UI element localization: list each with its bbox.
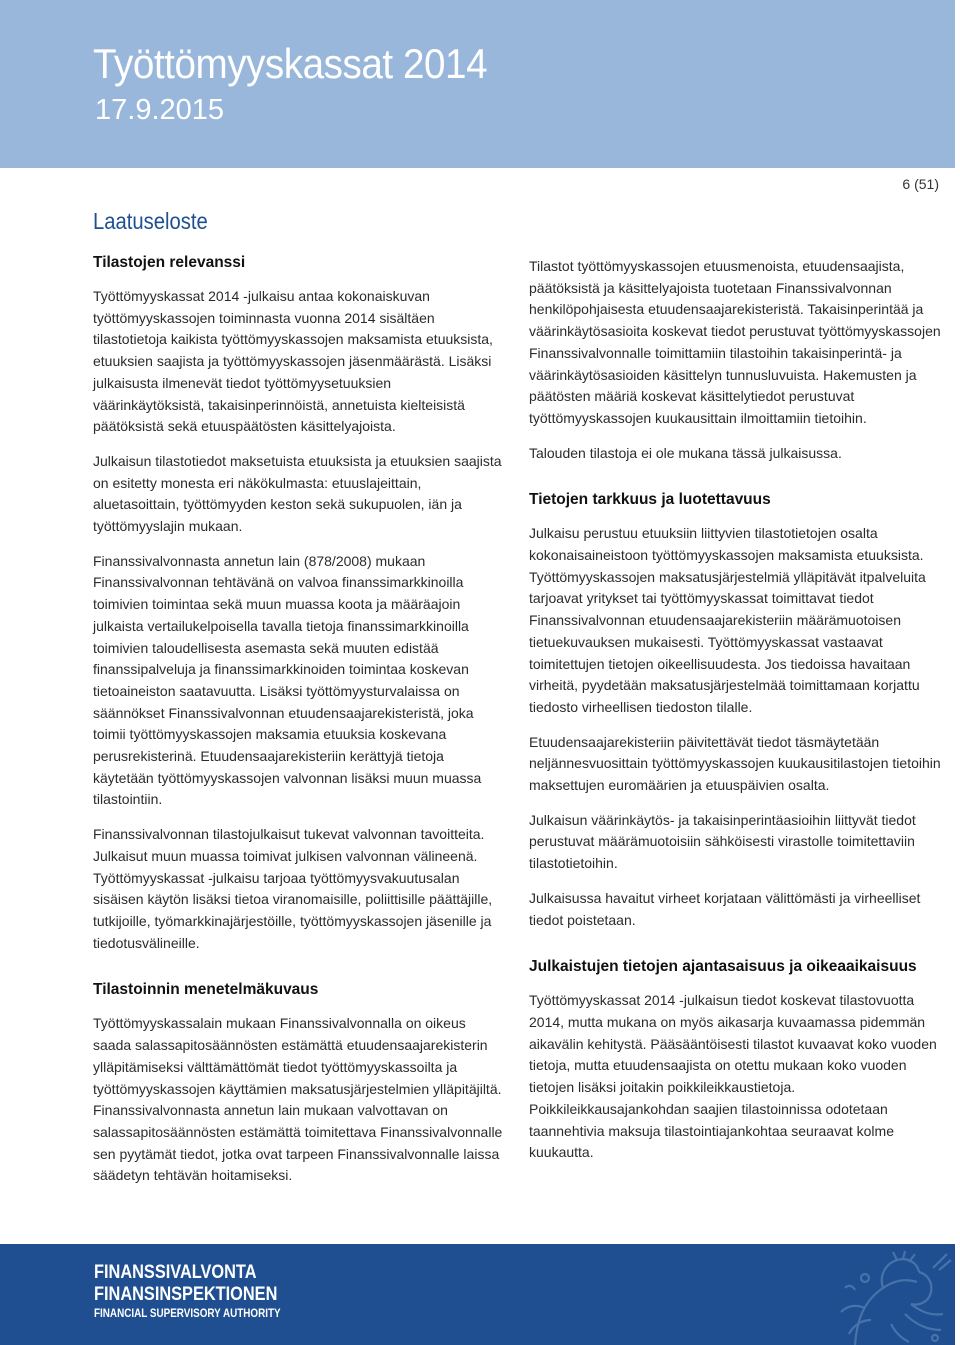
heading-method: Tilastoinnin menetelmäkuvaus	[93, 981, 319, 999]
right-column	[529, 256, 941, 1177]
paragraph: Finanssivalvonnasta annetun lain (878/2008) mukaan Finanssivalvonnan tehtävänä on valvoa finanssimarkkinoilla toimivien toimintaa sekä muun muassa koota ja määräajoin julkaista vertailukelpoisella tavalla tietoja finanssimarkkinoilla toimivien taloudellisesta asemasta sekä muuten edistää finanssipalveluja ja finanssimarkkinoiden toimintaa koskevan tietoaineiston saatavuutta. Lisäksi työttömyysturvalaissa on säännökset Finanssivalvonnan etuudensaajarekisteristä, joka toimii työttömyyskassojen maksamia etuuksia koskevana perusrekisterinä. Etuudensaajarekisteriin kerättyjä tietoja käytetään työttömyyskassojen valvonnan lisäksi muun muassa tilastointiin.	[93, 552, 482, 808]
heading-timeliness: Julkaistujen tietojen ajantasaisuus ja oikeaaikaisuus	[529, 958, 917, 976]
paragraph: Työttömyyskassat 2014 -julkaisun tiedot koskevat tilastovuotta 2014, mutta mukana on myös aikasarja kuvaamassa pidemmän aikavälin kehitystä. Pääsääntöisesti tilastot kuvaavat koko vuoden tietoja, mutta etuudensaajista on otettu mukaan koko vuoden tietojen lisäksi joitakin poikkileikkaustietoja. Poikkileikkausajankohdan saajien tilastoinnissa odotetaan taannehtivia maksuja tilastointiajankohtaa seuraavat kolme kuukautta.	[529, 992, 937, 1161]
section-title: Laatuseloste	[93, 208, 208, 234]
paragraph: Tilastot työttömyyskassojen etuusmenoista, etuudensaajista, päätöksistä ja käsittelyajoista tuotetaan Finanssivalvonnan henkilöpohjaisesta etuudensaajarekisteristä. Takaisinperintää ja väärinkäytösasioita koskevat tiedot perustuvat työttömyyskassojen Finanssivalvonnalle toimittamiin tilastoihin takaisinperintä- ja väärinkäytösasioiden käsittelyn tunnusluvuista. Hakemusten ja päätösten määriä koskevat käsittelytiedot perustuvat työttömyyskassojen kuukausittain ilmoittamiin tietoihin.	[529, 258, 941, 426]
paragraph: Julkaisussa havaitut virheet korjataan välittömästi ja virheelliset tiedot poistetaan.	[529, 889, 921, 928]
left-column	[93, 252, 503, 1200]
logo-line-fi: FINANSSIVALVONTA	[94, 1262, 257, 1283]
heading-relevance: Tilastojen relevanssi	[93, 254, 246, 271]
fiva-logo	[94, 1262, 311, 1322]
paragraph: Julkaisu perustuu etuuksiin liittyvien tilastotietojen osalta kokonaisaineistoon työttömyyskassojen maksamista etuuksista. Työttömyyskassojen maksatusjärjestelmiä ylläpitävät itpalveluita tarjoavat yritykset tai työttömyyskassat toimittavat tiedot Finanssivalvonnan etuudensaajarekisteriin määrämuotoisen tietuekuvauksen mukaisesti. Työttömyyskassat vastaavat toimitettujen tietojen oikeellisuudesta. Jos tiedoissa havaitaan virheitä, pyydetään maksatusjärjestelmää toimittamaan korjattu tiedosto virheellisen tiedoston tilalle.	[529, 525, 926, 715]
paragraph: Työttömyyskassat 2014 -julkaisu antaa kokonaiskuvan työttömyyskassojen toiminnasta vuonna 2014 sisältäen tilastotietoja kaikista työttömyyskassojen maksamista etuuksista, etuuksien saajista ja työttömyyskassojen jäsenmäärästä. Lisäksi julkaisusta ilmenevät tiedot työttömyysetuuksien väärinkäytöksistä, takaisinperinnöistä, annetuista kielteisistä päätöksistä sekä etuuspäätösten käsittelyajoista.	[93, 288, 493, 435]
paragraph: Julkaisun väärinkäytös- ja takaisinperintäasioihin liittyvät tiedot perustuvat määrämuotoisiin sähköisesti virastolle toimitettaviin tilastotietoihin.	[529, 811, 916, 872]
heading-accuracy: Tietojen tarkkuus ja luotettavuus	[529, 491, 771, 509]
paragraph: Etuudensaajarekisteriin päivitettävät tiedot täsmäytetään neljännesvuosittain työttömyyskassojen kuukausitilastojen tietoihin maksettujen euromäärien ja etuuspäivien osalta.	[529, 733, 941, 794]
paragraph: Julkaisun tilastotiedot maksetuista etuuksista ja etuuksien saajista on esitetty monesta eri näkökulmasta: etuuslajeittain, aluetasoittain, työttömyyden keston sekä sukupuolen, iän ja työttömyyslajin mukaan.	[93, 452, 502, 535]
lion-emblem-icon	[835, 1248, 955, 1345]
page-header	[0, 0, 955, 168]
page-number: 6 (51)	[902, 176, 939, 192]
document-date: 17.9.2015	[95, 94, 225, 126]
document-title: Työttömyyskassat 2014	[93, 40, 488, 87]
logo-line-en: FINANCIAL SUPERVISORY AUTHORITY	[94, 1308, 281, 1320]
paragraph: Finanssivalvonnan tilastojulkaisut tukevat valvonnan tavoitteita. Julkaisut muun muassa toimivat julkisen valvonnan välineenä. Työttömyyskassat -julkaisu tarjoaa työttömyysvakuutusalan sisäisen käytön lisäksi tietoa viranomaisille, poliittisille päättäjille, tutkijoille, työmarkkinajärjestöille, työttömyyskassojen jäsenille ja tiedotusvälineille.	[93, 826, 493, 951]
logo-line-sv: FINANSINSPEKTIONEN	[94, 1284, 278, 1305]
paragraph: Työttömyyskassalain mukaan Finanssivalvonnalla on oikeus saada salassapitosäännösten estämättä etuudensaajarekisterin ylläpitämiseksi välttämättömät tiedot työttömyyskassoilta ja työttömyyskassojen käyttämien maksatusjärjestelmien ylläpitäjiltä. Finanssivalvonnasta annetun lain mukaan valvottavan on salassapitosäännösten estämättä toimitettava Finanssivalvonnalle sen pyytämät tiedot, jotka ovat tarpeen Finanssivalvonnalle laissa säädetyn tehtävän hoitamiseksi.	[93, 1015, 503, 1184]
paragraph: Talouden tilastoja ei ole mukana tässä julkaisussa.	[529, 444, 842, 461]
